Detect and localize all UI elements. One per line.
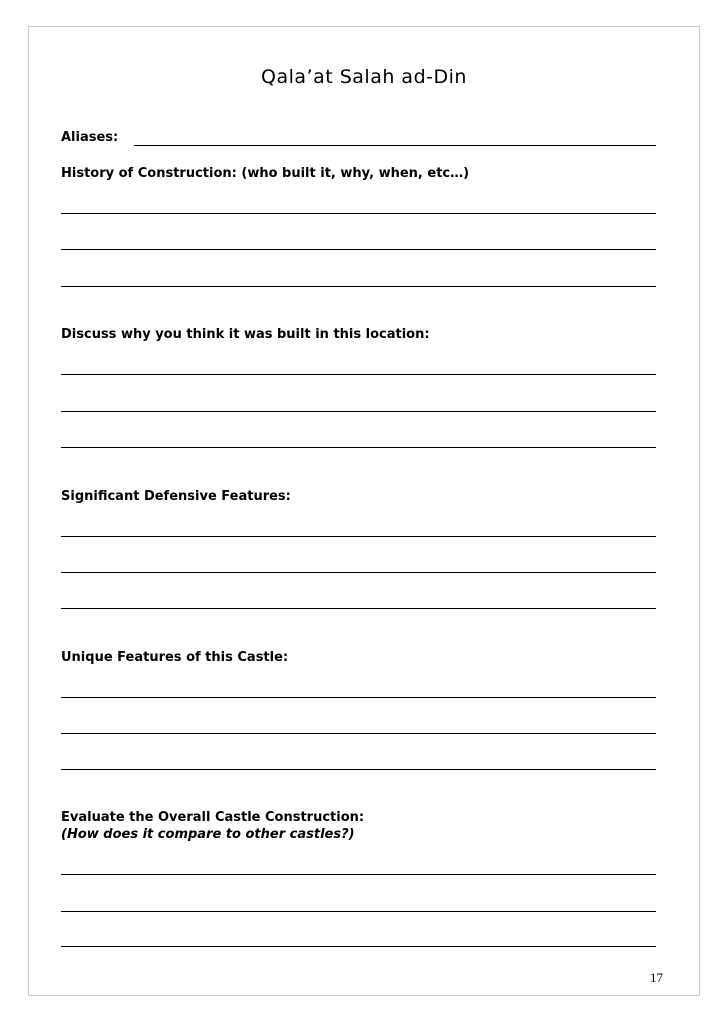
defensive-answer-line-3[interactable] — [61, 608, 656, 609]
location-heading: Discuss why you think it was built in this location: — [61, 327, 430, 342]
location-answer-line-2[interactable] — [61, 411, 656, 412]
unique-heading: Unique Features of this Castle: — [61, 650, 289, 665]
evaluate-subheading: (How does it compare to other castles?) — [61, 827, 355, 842]
location-answer-line-3[interactable] — [61, 447, 656, 448]
history-answer-line-3[interactable] — [61, 286, 656, 287]
page-number: 17 — [650, 970, 663, 985]
aliases-answer-line[interactable] — [134, 145, 656, 146]
history-heading: History of Construction: (who built it, why, when, etc…) — [61, 166, 470, 181]
defensive-answer-line-1[interactable] — [61, 536, 656, 537]
page-title: Qala’at Salah ad-Din — [261, 66, 467, 88]
unique-answer-line-1[interactable] — [61, 697, 656, 698]
defensive-answer-line-2[interactable] — [61, 572, 656, 573]
history-answer-line-1[interactable] — [61, 213, 656, 214]
evaluate-answer-line-1[interactable] — [61, 874, 656, 875]
evaluate-heading: Evaluate the Overall Castle Construction: — [61, 810, 365, 825]
aliases-label: Aliases: — [61, 130, 119, 145]
location-answer-line-1[interactable] — [61, 374, 656, 375]
evaluate-answer-line-2[interactable] — [61, 911, 656, 912]
history-answer-line-2[interactable] — [61, 249, 656, 250]
defensive-heading: Significant Defensive Features: — [61, 489, 291, 504]
unique-answer-line-3[interactable] — [61, 769, 656, 770]
unique-answer-line-2[interactable] — [61, 733, 656, 734]
evaluate-answer-line-3[interactable] — [61, 946, 656, 947]
